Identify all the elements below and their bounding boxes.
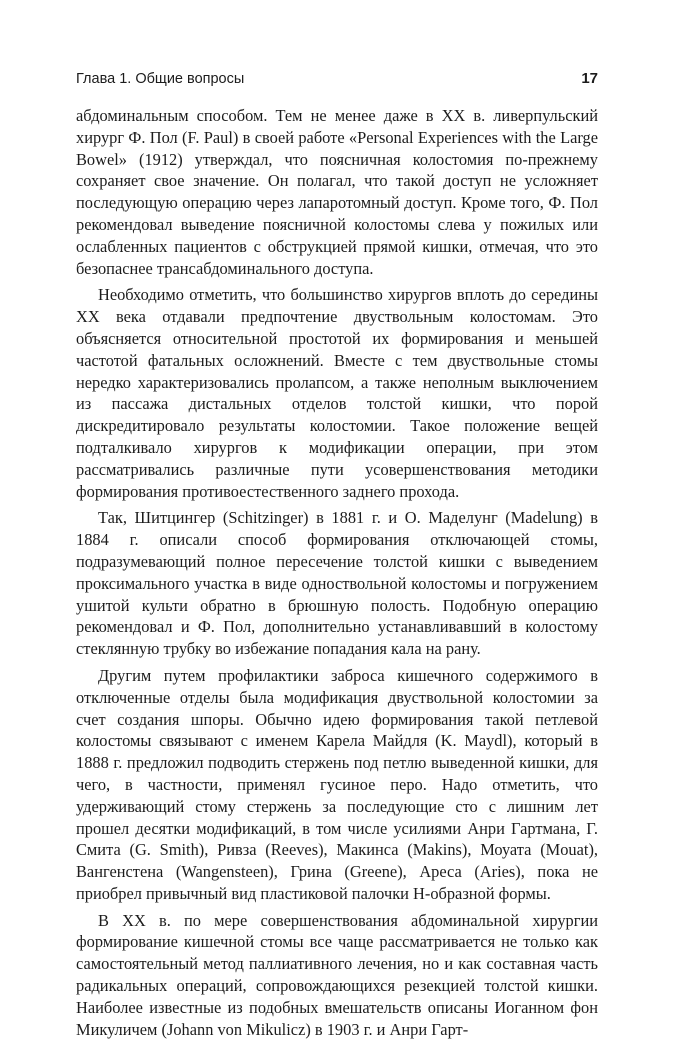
paragraph: Так, Шитцингер (Schitzinger) в 1881 г. и О. Маделунг (Madelung) в 1884 г. описали способ формирования отключающей стомы, подразумевающий полное пересечение толстой кишки с выведением проксимального участка в виде одноствольной колостомы и погружением ушитой культи обратно в брюшную полость. Подобную операцию рекомендовал и Ф. Пол, дополнительно устанавливавший в колостому стеклянную трубку во избежание попадания кала на рану. xyxy=(76,508,598,659)
paragraph: В XX в. по мере совершенствования абдоминальной хирургии формирование кишечной стомы все чаще рассматривается не только как самостоятельный метод паллиативного лечения, но и как составная часть радикальных операций, сопровождающихся резекцией толстой кишки. Наиболее известные из подобных вмешательств описаны Иоганном фон Микуличем (Johann von Mikulicz) в 1903 г. и Анри Гарт- xyxy=(76,910,598,1039)
paragraph: Необходимо отметить, что большинство хирургов вплоть до середины XX века отдавали предпочтение двуствольным колостомам. Это объясняется относительной простотой их формирования и меньшей частотой фатальных осложнений. Вместе с тем двуствольные стомы нередко характеризовались пролапсом, а также неполным выключением из пассажа дистальных отделов толстой кишки, что порой дискредитировало результаты колостомии. Такое положение вещей подталкивало хирургов к модификации операции, при этом рассматривались различные пути усовершенствования методики формирования противоестественного заднего прохода. xyxy=(76,285,598,501)
page-body xyxy=(76,105,598,1040)
running-header xyxy=(76,70,598,94)
paragraph: Другим путем профилактики заброса кишечного содержимого в отключенные отделы была модификация двуствольной колостомии за счет создания шпоры. Обычно идею формирования такой петлевой колостомы связывают с именем Карела Майдля (K. Maydl), который в 1888 г. предложил подводить стержень под петлю выведенной кишки, для чего, в частности, применял гусиное перо. Надо отметить, что удерживающий стому стержень за последующие сто с лишним лет прошел десятки модификаций, в том числе усилиями Анри Гартмана, Г. Смита (G. Smith), Ривза (Reeves), Макинса (Makins), Моуата (Mouat), Вангенстена (Wangensteen), Грина (Greene), Ареса (Aries), пока не приобрел привычный вид пластиковой палочки Н-образной формы. xyxy=(76,665,598,903)
paragraph: абдоминальным способом. Тем не менее даже в XX в. ливерпульский хирург Ф. Пол (F. Paul) в своей работе «Personal Experiences with the Large Bowel» (1912) утверждал, что поясничная колостомия по-прежнему сохраняет свое значение. Он полагал, что такой доступ не усложняет последующую операцию через лапаротомный доступ. Кроме того, Ф. Пол рекомендовал выведение поясничной колостомы слева у пожилых или ослабленных пациентов с обструкцией прямой кишки, отмечая, что это безопаснее трансабдоминального доступа. xyxy=(76,106,598,278)
page-number: 17 xyxy=(581,70,598,87)
book-page xyxy=(76,70,598,1040)
chapter-title: Глава 1. Общие вопросы xyxy=(76,71,245,87)
